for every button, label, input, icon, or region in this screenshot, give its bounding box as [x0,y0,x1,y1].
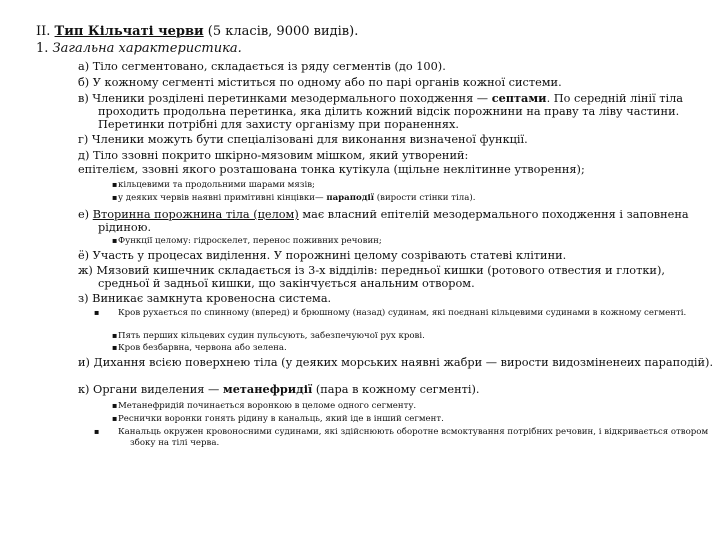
section-number: 1. [36,41,53,56]
item-k-strong: метанефридії [222,382,313,396]
item-e-sub1-text: Функції целому: гідроскелет, перенос поживних речовин; [118,236,382,246]
item-v-pre: в) Членики розділені перетинками мезодермального походження — [78,92,492,105]
item-e-pre: е) [78,208,93,221]
item-z-sub3-text: Кров безбарвна, червона або зелена. [118,343,287,353]
item-d-sub2-pre: у деяких червів наявні примітивні кінцівки— [118,193,327,203]
bullet-icon: ▪ [112,401,118,410]
item-k-sub1 [112,401,697,412]
section-heading-text: Загальна характеристика. [52,41,242,56]
item-d-sub2 [112,193,697,204]
item-d-sub2-post: (вирости стінки тіла). [374,193,476,203]
item-e [78,208,718,234]
item-k-sub3-text: Канальць окружен кровоносними судинами, які здійснюють оборотне всмоктування потрібних речовин, і відкривається отвором збоку на тілі черва. [118,427,709,448]
item-d-sub1 [112,180,697,191]
bullet-icon: ▪ [112,180,118,189]
bullet-icon: ▪ [94,308,100,317]
title-prefix: ІІ. [36,24,55,39]
item-d-sub2-strong: параподії [326,193,375,203]
item-i: и) Дихання всією поверхнею тіла (у деяких морських наявні жабри — вирости видозміненеих параподій). [78,356,714,369]
item-z-sub1-text: Кров рухається по спинному (вперед) и брюшному (назад) судинам, які поєднані кільцевими судинами в кожному сегменті. [118,308,687,318]
item-z-sub1 [94,308,715,319]
item-k-sub1-text: Метанефридій починається воронкою в целоме одного сегменту. [118,401,417,411]
bullet-icon: ▪ [112,331,118,340]
item-e-sub1 [112,236,697,247]
item-z-sub3 [112,343,697,354]
title-phylum: Тип Кільчаті черви [54,24,204,39]
item-k-sub3 [94,427,715,448]
item-v [78,92,718,131]
item-k [78,383,698,396]
bullet-icon: ▪ [112,343,118,352]
item-a: а) Тіло сегментовано, складається із ряду сегментів (до 100). [78,60,446,73]
item-b: б) У кожному сегменті міститься по одному або по парі органів кожної системи. [78,76,562,89]
bullet-icon: ▪ [112,414,118,423]
item-z: з) Виникає замкнута кровеносна система. [78,292,332,305]
page-title [36,24,358,39]
item-v-post: . По середній лінії тіла проходить продольна перетинка, яка ділить кожний відсік порожнини на праву та ліву частини. Перетинки потрібні для захисту організму при пораненнях. [98,92,684,131]
item-z-sub2-text: Пять перших кільцевих судин пульсують, забезпечуючої рух крові. [118,331,425,341]
item-k-sub2-text: Реснички воронки гонять рідину в канальць, який іде в інший сегмент. [118,414,444,424]
item-z-sub2 [112,331,697,342]
item-k-post: (пара в кожному сегменті). [312,383,480,396]
item-g: г) Членики можуть бути спеціалізовані для виконання визначеної функції. [78,133,528,146]
bullet-icon: ▪ [112,236,118,245]
item-d: д) Тіло ззовні покрито шкірно-мязовим мішком, який утворений: [78,149,469,162]
item-k-sub2 [112,414,697,425]
item-zh: ж) Мязовий кишечник складається із 3-х відділів: передньої кишки (ротового отвестия и глотки), средньої й задньої кишки, що закінчується анальним отвором. [78,264,665,290]
item-v-strong: септами [491,91,547,105]
bullet-icon: ▪ [94,427,100,436]
item-e-term: Вторинна порожнина тіла (целом) [92,208,299,221]
item-d-cont: епітелієм, ззовні якого розташована тонка кутікула (щільне неклітинне утворення); [78,163,585,176]
item-d-sub1-text: кільцевими та продольними шарами мязів; [118,180,315,190]
item-e-post: має власний епітелій мезодермального походження і заповнена рідиною. [98,208,689,234]
item-k-pre: к) Органи виделения — [78,383,223,396]
title-rest: (5 класів, 9000 видів). [203,24,359,39]
bullet-icon: ▪ [112,193,118,202]
section-heading [36,41,242,56]
item-yo: ё) Участь у процесах виділення. У порожнині целому созрівають статеві клітини. [78,249,567,262]
